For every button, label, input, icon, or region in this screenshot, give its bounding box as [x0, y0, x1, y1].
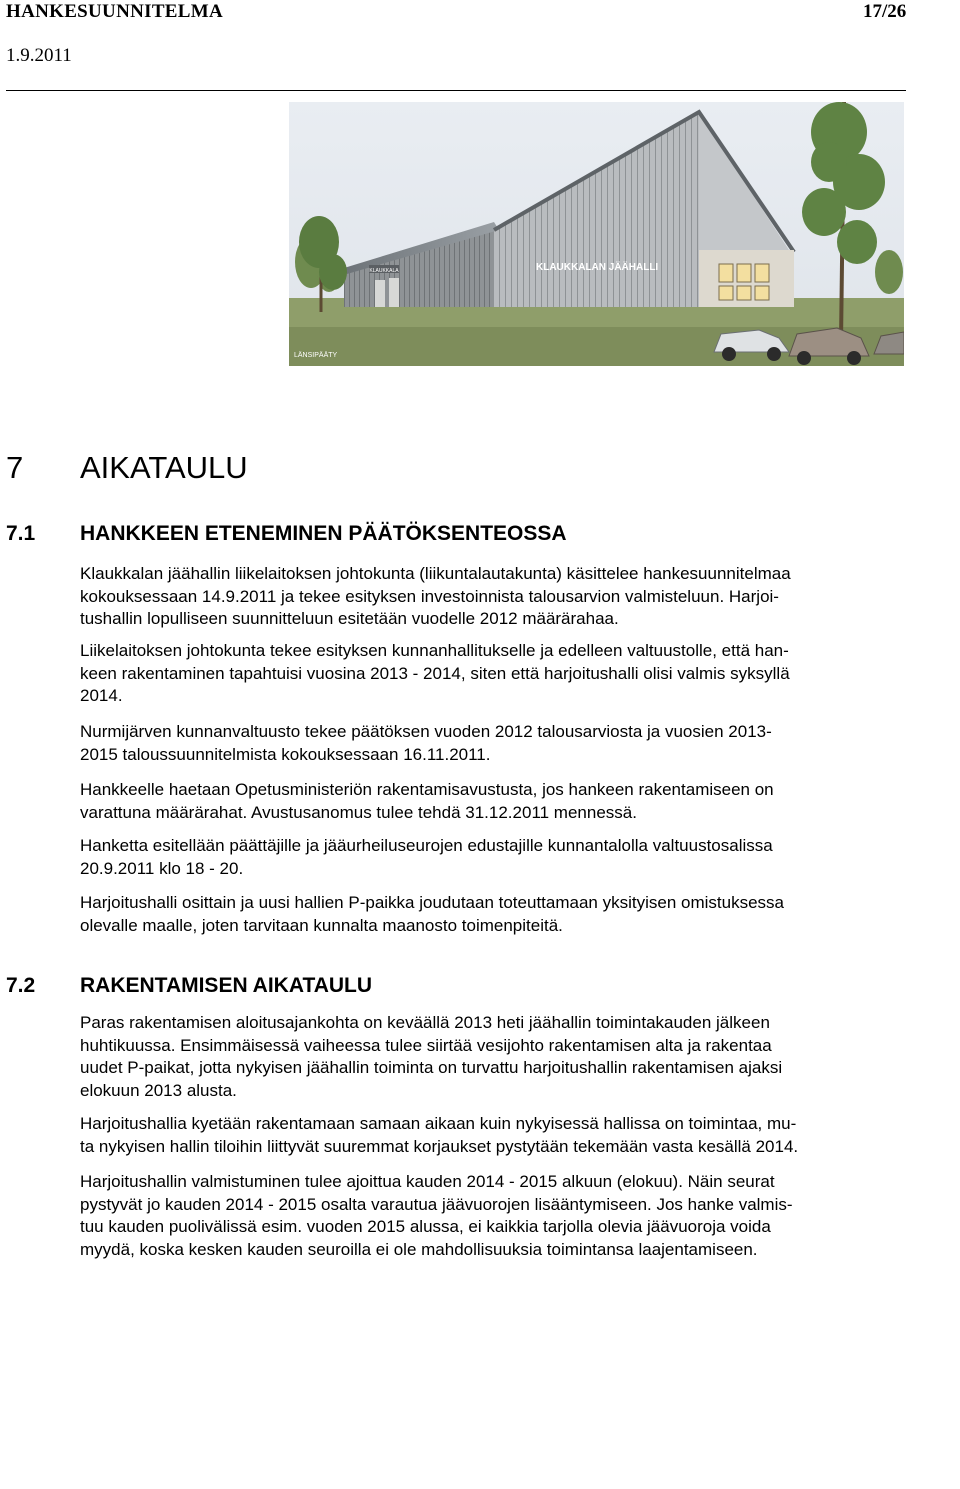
text-line: kokouksessaan 14.9.2011 ja tekee esityksen investoinnista talousarvion valmisteluun. Harjoi- [80, 586, 779, 606]
section-7-heading [6, 448, 248, 488]
text-line: myydä, koska kesken kauden seuroilla ei ole mahdollisuuksia toimintansa laajentamiseen. [80, 1239, 758, 1259]
building-rendering-svg [289, 102, 904, 366]
building-name-sign: KLAUKKALAN JÄÄHALLI [536, 262, 659, 273]
paragraph [80, 721, 908, 766]
text-line: 2015 taloussuunnitelmista kokouksessaan 16.11.2011. [80, 744, 491, 764]
section-7-2-title: RAKENTAMISEN AIKATAULU [80, 974, 373, 997]
section-7-1-number: 7.1 [6, 522, 36, 545]
text-line: varattuna määrärahat. Avustusanomus tulee tehdä 31.12.2011 mennessä. [80, 802, 637, 822]
small-wall-sign: KLAUKKALA [369, 268, 399, 274]
text-line: tuu kauden puolivälissä esim. vuoden 2015 alussa, ei kaikkia tarjolla olevia jäävuoroja voida [80, 1217, 771, 1236]
paragraph [80, 1171, 908, 1261]
text-line: 2014. [80, 686, 123, 705]
section-7-2-number: 7.2 [6, 974, 36, 997]
text-line: Nurmijärven kunnanvaltuusto tekee päätöksen vuoden 2012 talousarviosta ja vuosien 2013- [80, 722, 772, 741]
paragraph [80, 563, 908, 631]
paragraph [80, 1012, 908, 1102]
text-line: 20.9.2011 klo 18 - 20. [80, 858, 244, 878]
section-7-title: AIKATAULU [80, 450, 248, 485]
text-line: Harjoitushallia kyetään rakentamaan samaan aikaan kuin nykyisessä hallissa on toimintaa, mu- [80, 1114, 797, 1133]
building-rendering-image [289, 102, 904, 366]
text-line: Harjoitushallin valmistuminen tulee ajoittua kauden 2014 - 2015 alkuun (elokuu). Näin seurat [80, 1172, 775, 1191]
paragraph [80, 779, 908, 824]
section-7-2-heading [6, 972, 372, 1000]
paragraph [80, 835, 908, 880]
text-line: Hanketta esitellään päättäjille ja jääurheiluseurojen edustajille kunnantalolla valtuustosalissa [80, 836, 773, 855]
image-caption: LÄNSIPÄÄTY [294, 352, 338, 359]
text-line: Harjoitushalli osittain ja uusi hallien P-paikka joudutaan toteuttamaan yksityisen omistuksessa [80, 893, 784, 912]
text-line: keen rakentaminen tapahtuisi vuosina 2013 - 2014, siten että harjoitushalli olisi valmis syksyllä [80, 663, 790, 683]
text-line: Klaukkalan jäähallin liikelaitoksen johtokunta (liikuntalautakunta) käsittelee hankesuunnitelmaa [80, 564, 791, 583]
text-line: ta nykyisen hallin tiloihin liittyvät suuremmat korjaukset pystytään tekemään vasta kesällä 2014. [80, 1136, 799, 1156]
text-line: Hankkeelle haetaan Opetusministeriön rakentamisavustusta, jos hankeen rakentamiseen on [80, 780, 774, 799]
page-number: 17/26 [863, 1, 907, 22]
text-line: uudet P-paikat, jotta nykyisen jäähallin toiminta on turvattu harjoitushallin rakentamisen ajaksi [80, 1058, 783, 1077]
text-line: elokuun 2013 alusta. [80, 1080, 237, 1100]
text-line: huhtikuussa. Ensimmäisessä vaiheessa tulee siirtää vesijohto rakentamisen alta ja rakentaa [80, 1035, 772, 1055]
section-7-1-title: HANKKEEN ETENEMINEN PÄÄTÖKSENTEOSSA [80, 522, 567, 545]
text-line: tushallin lopulliseen suunnitteluun esitetään vuodelle 2012 määrärahaa. [80, 609, 619, 628]
document-date: 1.9.2011 [6, 45, 72, 66]
paragraph [80, 892, 908, 937]
header-divider [6, 90, 906, 91]
paragraph [80, 1113, 908, 1158]
section-7-number: 7 [6, 450, 24, 485]
text-line: Paras rakentamisen aloitusajankohta on keväällä 2013 heti jäähallin toimintakauden jälkeen [80, 1013, 770, 1032]
text-line: pystyvät jo kauden 2014 - 2015 osalta varautua jäävuorojen lisääntymiseen. Jos hanke valmis- [80, 1194, 793, 1214]
text-line: olevalle maalle, joten tarvitaan kunnalta maanosto toimenpiteitä. [80, 915, 563, 935]
paragraph [80, 640, 908, 708]
section-7-1-heading [6, 520, 567, 548]
document-title: HANKESUUNNITELMA [6, 1, 223, 22]
text-line: Liikelaitoksen johtokunta tekee esityksen kunnanhallitukselle ja edelleen valtuustolle, että han- [80, 641, 789, 660]
